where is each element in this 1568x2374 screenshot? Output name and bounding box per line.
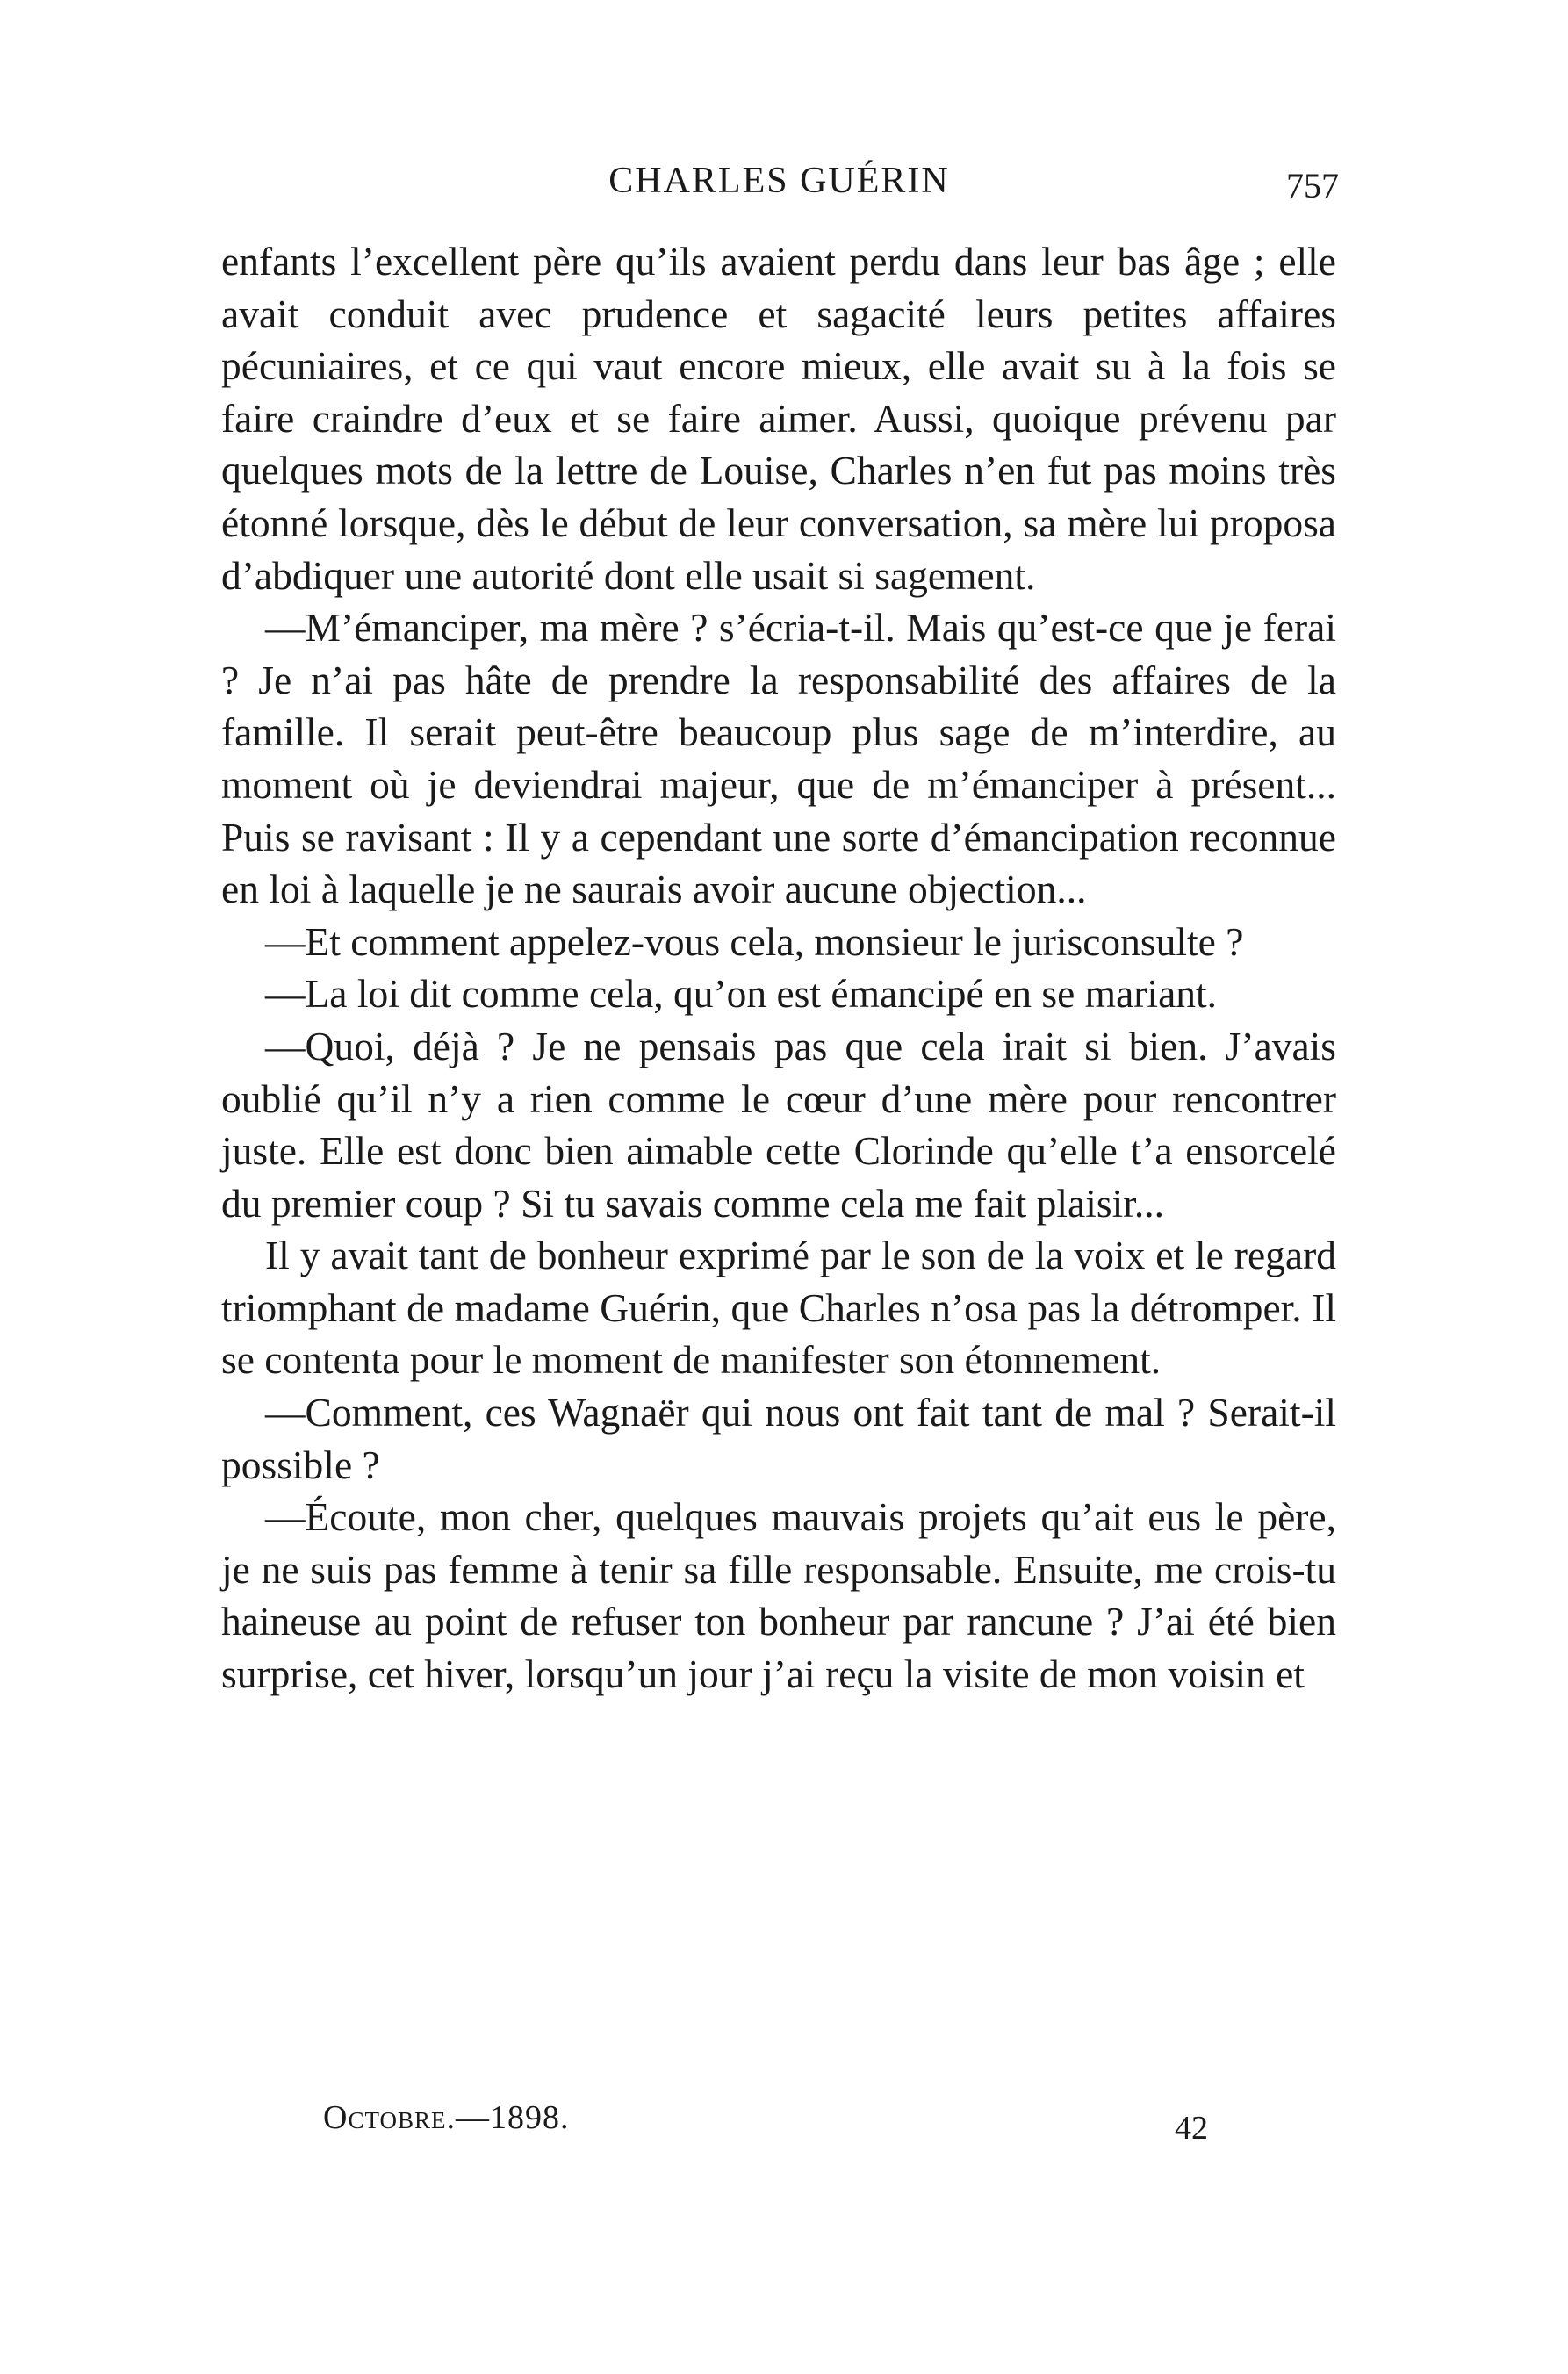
paragraph: —Écoute, mon cher, quelques mauvais projets qu’ait eus le père, je ne suis pas femme à tenir sa fille responsable. Ensuite, me crois-tu haineuse au point de refuser ton bonheur par rancune ? J’ai été bien surprise, cet hiver, lorsqu’un jour j’ai reçu la visite de mon voisin et [221, 1494, 1336, 1697]
signature-mark: 42 [1175, 2110, 1208, 2147]
paragraph: —Comment, ces Wagnaër qui nous ont fait tant de mal ? Serait-il possible ? [221, 1390, 1336, 1487]
paragraph: —Quoi, déjà ? Je ne pensais pas que cela irait si bien. J’avais oublié qu’il n’y a rien comme le cœur d’une mère pour rencontrer juste. Elle est donc bien aimable cette Clorinde qu’elle t’a ensorcelé du premier coup ? Si tu savais comme cela me fait plaisir... [221, 1023, 1336, 1226]
body-text [221, 235, 1336, 1701]
page-footer [219, 2098, 1339, 2151]
page-number: 757 [1286, 166, 1339, 205]
page-header [219, 160, 1339, 212]
paragraph: Il y avait tant de bonheur exprimé par le son de la voix et le regard triomphant de madame Guérin, que Charles n’osa pas la détromper. Il se contenta pour le moment de manifester son étonnement. [221, 1233, 1336, 1383]
paragraph: —La loi dit comme cela, qu’on est émancipé en se mariant. [265, 971, 1218, 1017]
issue-date: Octobre.—1898. [323, 2099, 570, 2136]
running-title: CHARLES GUÉRIN [608, 161, 950, 201]
paragraph: —M’émanciper, ma mère ? s’écria-t-il. Mais qu’est-ce que je ferai ? Je n’ai pas hâte de prendre la responsabilité des affaires de la famille. Il serait peut-être beaucoup plus sage de m’interdire, au moment où je deviendrai majeur, que de m’émanciper à présent... Puis se ravisant : Il y a cependant une sorte d’émancipation reconnue en loi à laquelle je ne saurais avoir aucune objection... [221, 605, 1336, 912]
paragraph: —Et comment appelez-vous cela, monsieur le jurisconsulte ? [265, 918, 1244, 964]
paragraph: enfants l’excellent père qu’ils avaient perdu dans leur bas âge ; elle avait conduit avec prudence et sagacité leurs petites affaires pécuniaires, et ce qui vaut encore mieux, elle avait su à la fois se faire craindre d’eux et se faire aimer. Aussi, quoique prévenu par quelques mots de la lettre de Louise, Charles n’en fut pas moins très étonné lorsque, dès le début de leur conversation, sa mère lui proposa d’abdiquer une autorité dont elle usait si sagement. [221, 239, 1336, 598]
